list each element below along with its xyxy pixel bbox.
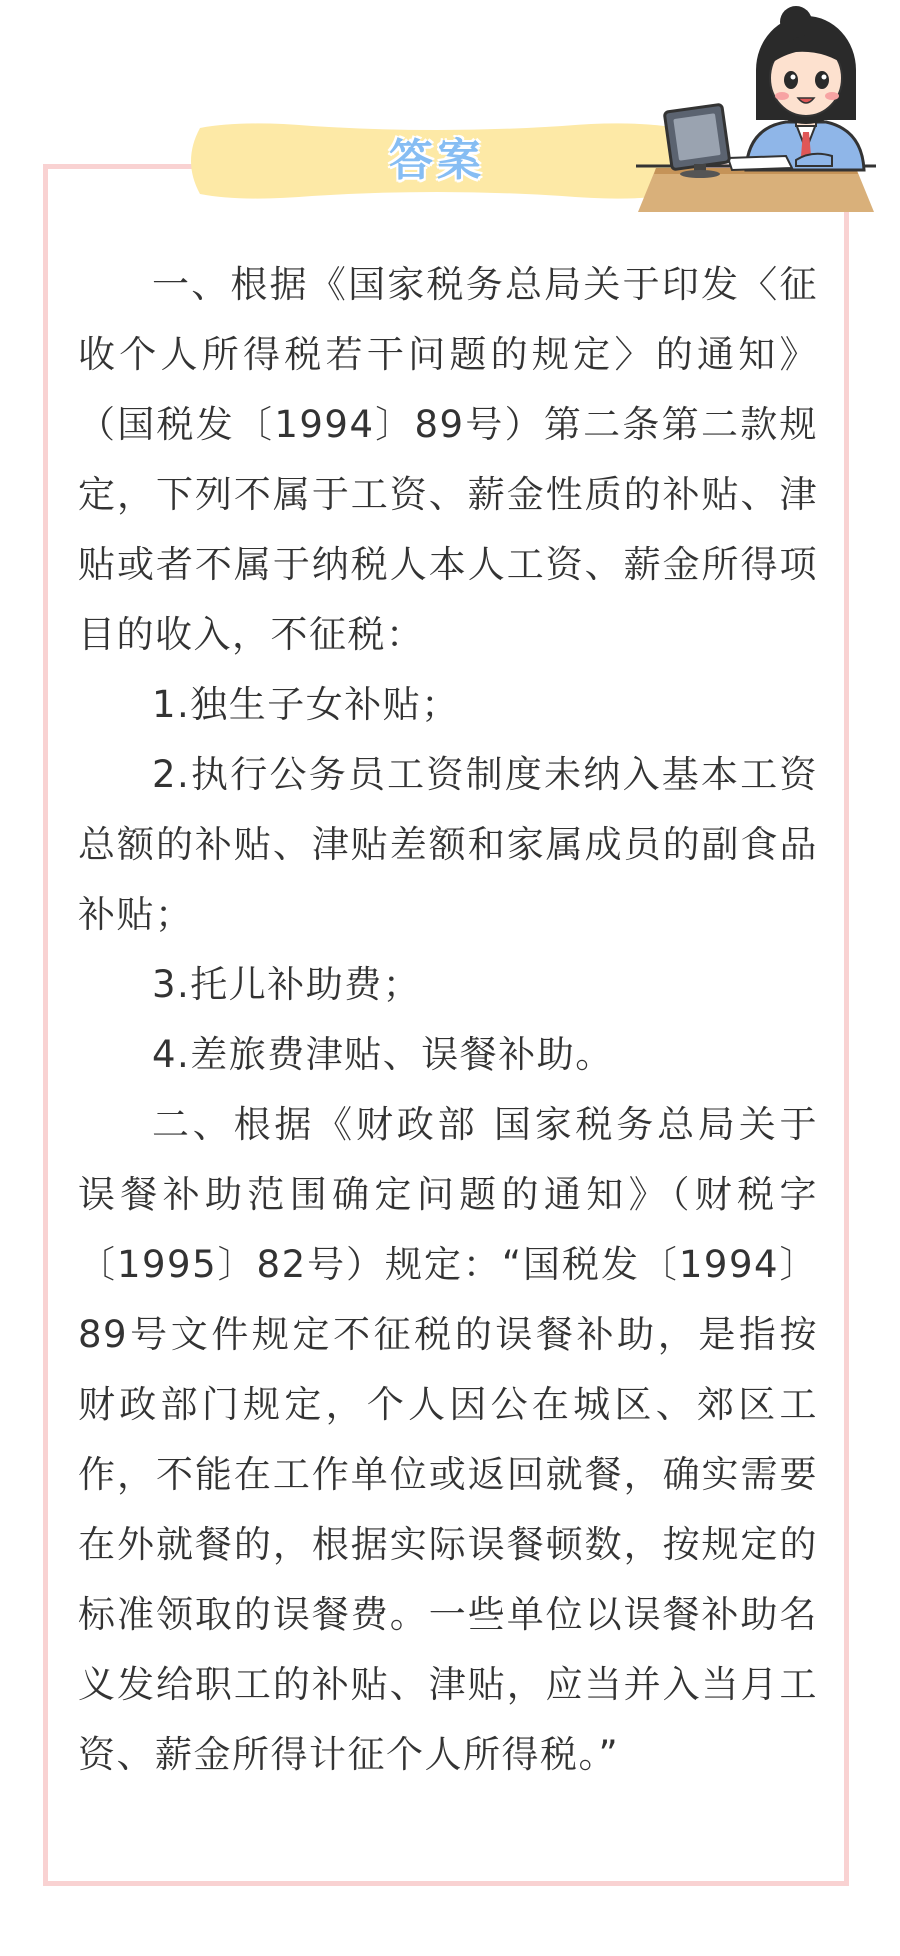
cartoon-girl-at-computer-icon (636, 0, 876, 220)
paragraph: 3.托儿补助费； (152, 963, 422, 1006)
paragraph: 二、根据《财政部 国家税务总局关于误餐补助范围确定问题的通知》（财税字〔1995〕82号）规定：“国税发〔1994〕89号文件规定不征税的误餐补助，是指按财政部门规定，个人因公在城区、郊区工作，不能在工作单位或返回就餐，确实需要在外就餐的，根据实际误餐顿数，按规定的标准领取的误餐费。一些单位以误餐补助名义发给职工的补贴、津贴，应当并入当月工资、薪金所得计征个人所得税。” (78, 1103, 818, 1776)
paragraph: 一、根据《国家税务总局关于印发〈征收个人所得税若干问题的规定〉的通知》（国税发〔1994〕89号）第二条第二款规定，下列不属于工资、薪金性质的补贴、津贴或者不属于纳税人本人工资、薪金所得项目的收入，不征税： (78, 263, 818, 656)
paragraph: 4.差旅费津贴、误餐补助。 (152, 1033, 614, 1076)
paragraph: 1.独生子女补贴； (152, 683, 460, 726)
answer-content (78, 250, 818, 1790)
paragraph: 2.执行公务员工资制度未纳入基本工资总额的补贴、津贴差额和家属成员的副食品补贴； (78, 753, 818, 936)
answer-banner (182, 118, 692, 204)
answer-title: 答案 (389, 135, 485, 186)
